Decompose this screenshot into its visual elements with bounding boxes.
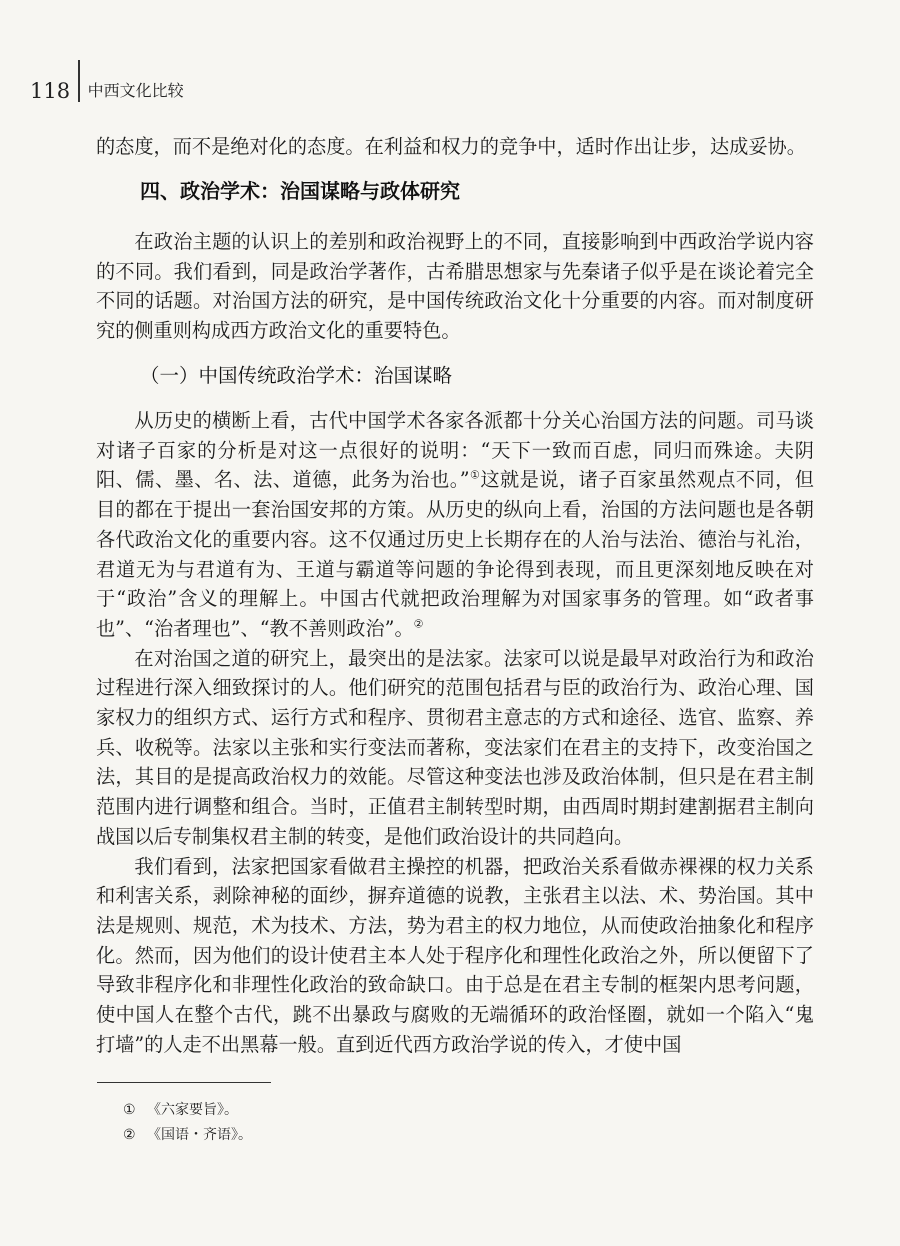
subsection-heading: （一）中国传统政治学术：治国谋略 — [140, 364, 453, 387]
footnote-2-text: 《国语・齐语》。 — [147, 1127, 252, 1143]
footnote-1 — [123, 1098, 252, 1123]
page-number: 118 — [30, 79, 71, 103]
footnote-1-text: 《六家要旨》。 — [147, 1102, 238, 1118]
footnote-divider — [97, 1082, 271, 1083]
paragraph-1-part-a: 从历史的横断上看，古代中国学术各家各派都十分关心治国方法的问题。司马谈对诸子百家的分析是对这一点很好的说明：“天下一致而百虑，同归而殊途。夫阴阳、儒、墨、名、法、道德，此务为治也。” — [96, 409, 814, 492]
paragraph-2: 在对治国之道的研究上，最突出的是法家。法家可以说是最早对政治行为和政治过程进行深入细致探讨的人。他们研究的范围包括君与臣的政治行为、政治心理、国家权力的组织方式、运行方式和程序、贯彻君主意志的方式和途径、选官、监察、养兵、收税等。法家以主张和实行变法而著称，变法家们在君主的支持下，改变治国之法，其目的是提高政治权力的效能。尽管这种变法也涉及政治体制，但只是在君主制范围内进行调整和组合。当时，正值君主制转型时期，由西周时期封建割据君主制向战国以后专制集权君主制的转变，是他们政治设计的共同趋向。 — [96, 646, 814, 848]
footnote-1-mark: ① — [123, 1102, 136, 1118]
running-title: 中西文化比较 — [87, 81, 184, 100]
footnote-ref-2[interactable]: ② — [413, 617, 424, 631]
footnote-2-mark: ② — [123, 1127, 136, 1143]
footnote-2 — [123, 1123, 252, 1148]
footnote-ref-1[interactable]: ① — [469, 469, 481, 483]
paragraph-1-part-b: 这就是说，诸子百家虽然观点不同，但目的都在于提出一套治国安邦的方策。从历史的纵向上看，治国的方法问题也是各朝各代政治文化的重要内容。这不仅通过历史上长期存在的人治与法治、德治与礼治，君道无为与君道有为、王道与霸道等问题的争论得到表现，而且更深刻地反映在对于“政治”含义的理解上。中国古代就把政治理解为对国家事务的管理。如“政者事也”、“治者理也”、“教不善则政治”。 — [96, 468, 814, 640]
paragraph-3: 我们看到，法家把国家看做君主操控的机器，把政治关系看做赤裸裸的权力关系和利害关系，剥除神秘的面纱，摒弃道德的说教，主张君主以法、术、势治国。其中法是规则、规范，术为技术、方法，势为君主的权力地位，从而使政治抽象化和程序化。然而，因为他们的设计使君主本人处于程序化和理性化政治之外，所以便留下了导致非程序化和非理性化政治的致命缺口。由于总是在君主专制的框架内思考问题，使中国人在整个古代，跳不出暴政与腐败的无端循环的政治怪圈，就如一个陷入“鬼打墙”的人走不出黑幕一般。直到近代西方政治学说的传入，才使中国 — [96, 854, 814, 1056]
section-heading: 四、政治学术：治国谋略与政体研究 — [140, 179, 460, 203]
intro-line: 的态度，而不是绝对化的态度。在利益和权力的竞争中，适时作出让步，达成妥协。 — [96, 135, 806, 158]
footnotes — [123, 1098, 252, 1148]
section-paragraph: 在政治主题的认识上的差别和政治视野上的不同，直接影响到中西政治学说内容的不同。我们看到，同是政治学著作，古希腊思想家与先秦诸子似乎是在谈论着完全不同的话题。对治国方法的研究，是中国传统政治文化十分重要的内容。而对制度研究的侧重则构成西方政治文化的重要特色。 — [96, 230, 814, 343]
page-header — [30, 60, 184, 102]
paragraph-1 — [96, 406, 814, 644]
intro-text — [96, 132, 814, 162]
section-intro — [96, 227, 814, 346]
main-text — [96, 406, 814, 1059]
